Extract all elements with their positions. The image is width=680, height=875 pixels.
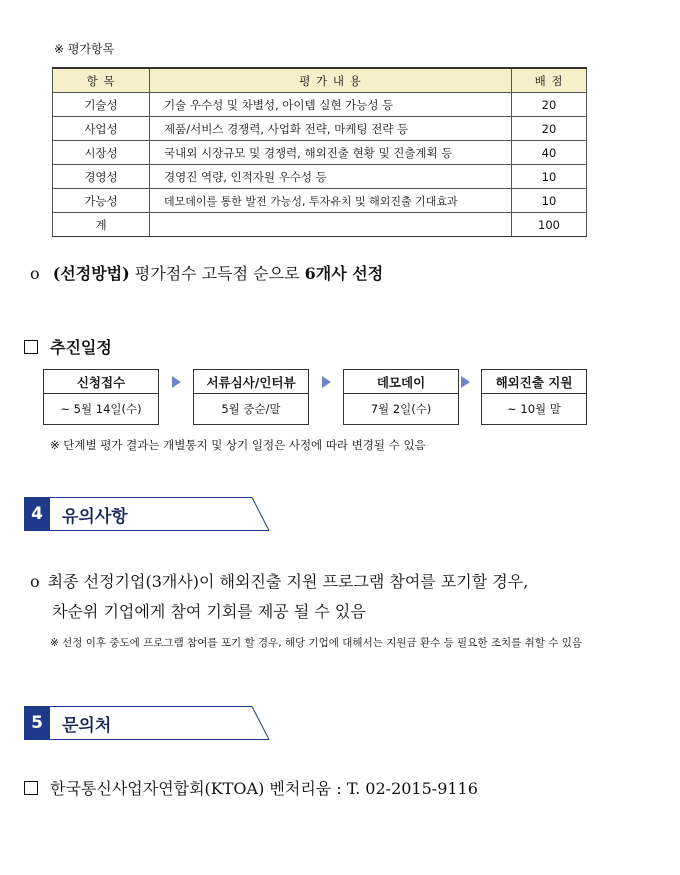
schedule-heading — [24, 335, 112, 358]
method-text: 평가점수 고득점 순으로 — [134, 264, 300, 283]
eval-caption: ※ 평가항목 — [54, 42, 115, 56]
total-content — [150, 213, 512, 237]
checkbox-square-icon — [24, 340, 38, 354]
method-count: 6개사 선정 — [304, 264, 384, 283]
row-score: 10 — [512, 165, 587, 189]
step-date: 7월 2일(수) — [343, 393, 459, 425]
section-title: 유의사항 — [62, 506, 128, 527]
table-row — [53, 141, 587, 165]
row-score: 20 — [512, 117, 587, 141]
total-label: 계 — [53, 213, 150, 237]
schedule-step-demoday — [343, 369, 459, 425]
row-item: 시장성 — [53, 141, 150, 165]
schedule-step-review — [193, 369, 309, 425]
bullet-o: o — [30, 572, 40, 591]
row-score: 40 — [512, 141, 587, 165]
row-item: 기술성 — [53, 93, 150, 117]
row-item: 가능성 — [53, 189, 150, 213]
table-header-row — [53, 68, 587, 93]
step-title: 데모데이 — [343, 369, 459, 393]
schedule-step-apply — [43, 369, 159, 425]
section-title: 문의처 — [62, 715, 112, 736]
step-title: 해외진출 지원 — [481, 369, 587, 393]
arrow-right-icon — [322, 376, 331, 388]
selection-method — [30, 261, 383, 284]
schedule-note: ※ 단계별 평가 결과는 개별통지 및 상기 일정은 사정에 따라 변경될 수 있음 — [50, 438, 426, 452]
section-5-banner — [24, 706, 270, 740]
bullet-o: o — [30, 264, 40, 283]
row-content: 국내외 시장규모 및 경쟁력, 해외진출 현황 및 진출계획 등 — [150, 141, 512, 165]
arrow-right-icon — [172, 376, 181, 388]
step-date: ~ 5월 14일(수) — [43, 393, 159, 425]
table-total-row — [53, 213, 587, 237]
header-content: 평 가 내 용 — [150, 68, 512, 93]
step-title: 서류심사/인터뷰 — [193, 369, 309, 393]
header-score: 배 점 — [512, 68, 587, 93]
table-row — [53, 165, 587, 189]
evaluation-table — [52, 67, 587, 237]
schedule-heading-text: 추진일정 — [50, 338, 112, 357]
notice-note: ※ 선정 이후 중도에 프로그램 참여를 포기 할 경우, 해당 기업에 대해서는 지원금 환수 등 필요한 조치를 취할 수 있음 — [50, 637, 582, 649]
step-date: ~ 10월 말 — [481, 393, 587, 425]
banner-outline — [24, 497, 270, 531]
step-title: 신청접수 — [43, 369, 159, 393]
step-date: 5월 중순/말 — [193, 393, 309, 425]
table-row — [53, 93, 587, 117]
notice-line-2: 차순위 기업에게 참여 기회를 제공 될 수 있음 — [52, 602, 366, 621]
row-content: 경영진 역량, 인적자원 우수성 등 — [150, 165, 512, 189]
checkbox-square-icon — [24, 781, 38, 795]
section-4-banner — [24, 497, 270, 531]
row-content: 기술 우수성 및 차별성, 아이템 실현 가능성 등 — [150, 93, 512, 117]
row-content: 제품/서비스 경쟁력, 사업화 전략, 마케팅 전략 등 — [150, 117, 512, 141]
table-row — [53, 117, 587, 141]
contact-line — [24, 776, 478, 799]
section-number: 5 — [24, 706, 50, 740]
contact-text: 한국통신사업자연합회(KTOA) 벤처리움 : T. 02-2015-9116 — [50, 779, 478, 798]
banner-outline — [24, 706, 270, 740]
row-score: 20 — [512, 93, 587, 117]
notice-text — [30, 567, 528, 627]
table-row — [53, 189, 587, 213]
schedule-step-support — [481, 369, 587, 425]
total-score: 100 — [512, 213, 587, 237]
arrow-right-icon — [461, 376, 470, 388]
notice-line-1: 최종 선정기업(3개사)이 해외진출 지원 프로그램 참여를 포기할 경우, — [47, 572, 529, 591]
row-content: 데모데이를 통한 발전 가능성, 투자유치 및 해외진출 기대효과 — [150, 189, 512, 213]
row-item: 사업성 — [53, 117, 150, 141]
method-label: (선정방법) — [52, 264, 130, 283]
row-item: 경영성 — [53, 165, 150, 189]
section-number: 4 — [24, 497, 50, 531]
header-item: 항 목 — [53, 68, 150, 93]
row-score: 10 — [512, 189, 587, 213]
